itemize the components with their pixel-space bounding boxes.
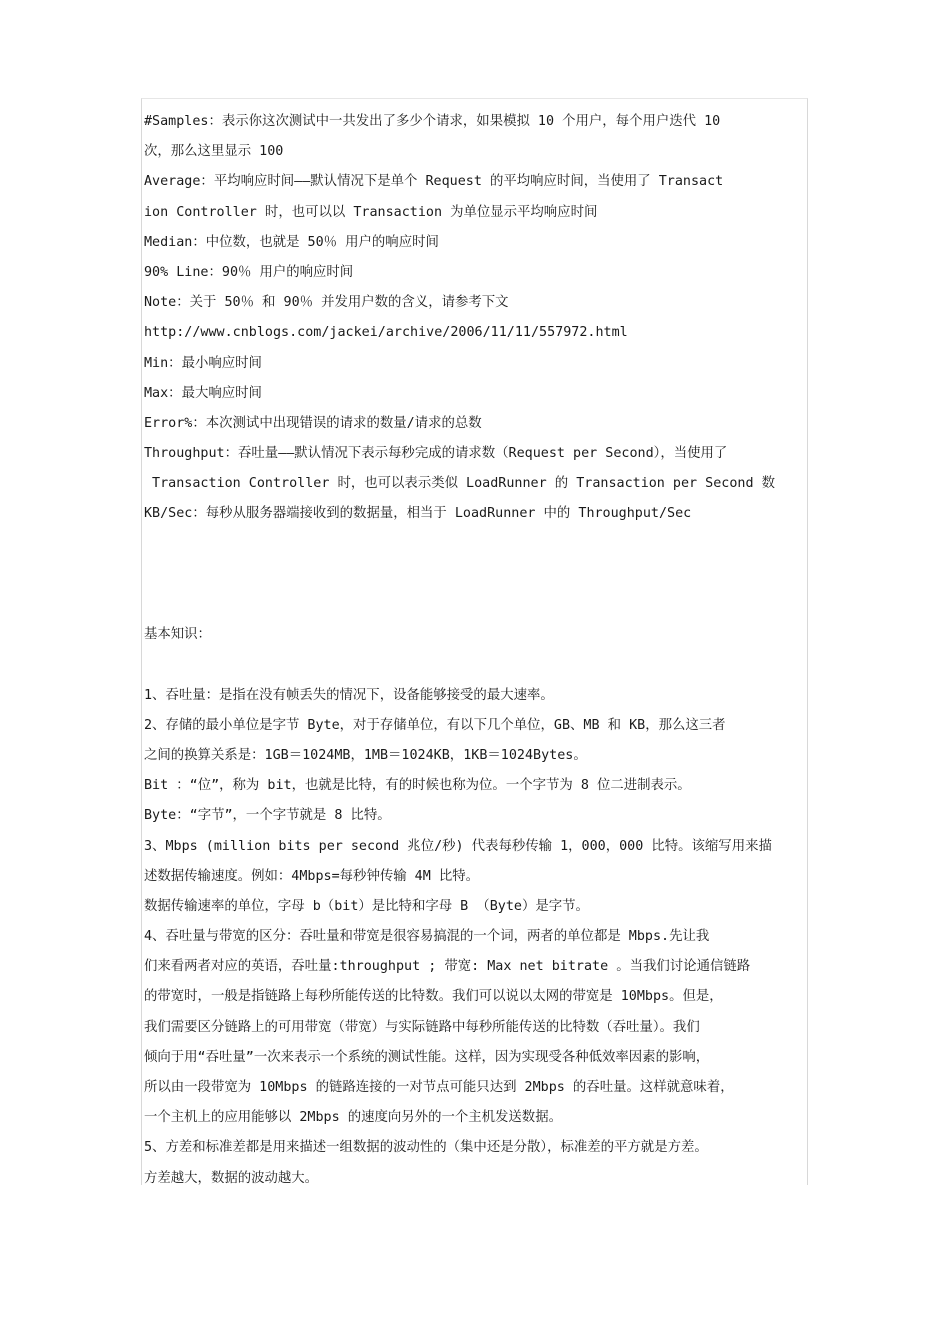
metric-line-error: Error%：本次测试中出现错误的请求的数量/请求的总数: [144, 415, 482, 431]
spacer: [144, 560, 808, 590]
basics-line: 5、方差和标准差都是用来描述一组数据的波动性的（集中还是分散），标准差的平方就是方差。: [144, 1140, 708, 1156]
spacer: [144, 590, 808, 620]
basics-line: Byte：“字节”，一个字节就是 8 比特。: [144, 808, 391, 824]
metric-line-median: Median：中位数，也就是 50％ 用户的响应时间: [144, 234, 439, 250]
basics-line: 一个主机上的应用能够以 2Mbps 的速度向另外的一个主机发送数据。: [144, 1110, 562, 1126]
metrics-section: [144, 107, 808, 530]
document-body: [144, 107, 808, 1194]
basics-line: 倾向于用“吞吐量”一次来表示一个系统的测试性能。这样，因为实现受各种低效率因素的影响，: [144, 1049, 710, 1065]
metric-line-kbsec: KB/Sec：每秒从服务器端接收到的数据量，相当于 LoadRunner 中的 Throughput/Sec: [144, 506, 692, 522]
metric-line-max: Max：最大响应时间: [144, 385, 262, 401]
metric-line-url: http://www.cnblogs.com/jackei/archive/2006/11/11/557972.html: [144, 325, 628, 341]
metric-line-throughput-cont: Transaction Controller 时，也可以表示类似 LoadRunner 的 Transaction per Second 数: [144, 476, 776, 492]
spacer: [144, 650, 808, 680]
basics-line: 方差越大，数据的波动越大。: [144, 1170, 319, 1186]
basics-line: Bit ：“位”，称为 bit，也就是比特，有的时候也称为位。一个字节为 8 位二进制表示。: [144, 778, 691, 794]
metric-line-average-cont: ion Controller 时，也可以以 Transaction 为单位显示平均响应时间: [144, 204, 598, 220]
basics-line: 我们需要区分链路上的可用带宽（带宽）与实际链路中每秒所能传送的比特数（吞吐量）。我们: [144, 1019, 700, 1035]
metric-line-note: Note：关于 50％ 和 90％ 并发用户数的含义，请参考下文: [144, 295, 509, 311]
metric-line-average: Average：平均响应时间——默认情况下是单个 Request 的平均响应时间，当使用了 Transact: [144, 174, 724, 190]
basics-heading: 基本知识：: [144, 627, 211, 643]
basics-line: 的带宽时，一般是指链路上每秒所能传送的比特数。我们可以说以太网的带宽是 10Mbps。但是，: [144, 989, 723, 1005]
metric-line-min: Min：最小响应时间: [144, 355, 262, 371]
spacer: [144, 530, 808, 560]
metric-line-90-line: 90% Line：90％ 用户的响应时间: [144, 264, 354, 280]
metric-line-throughput: Throughput：吞吐量——默认情况下表示每秒完成的请求数（Request per Second），当使用了: [144, 446, 728, 462]
basics-line: 4、吞吐量与带宽的区分：吞吐量和带宽是很容易搞混的一个词，两者的单位都是 Mbps.先让我: [144, 929, 710, 945]
basics-line: 1、吞吐量：是指在没有帧丢失的情况下，设备能够接受的最大速率。: [144, 687, 554, 703]
basics-section: [144, 681, 808, 1194]
basics-line: 们来看两者对应的英语，吞吐量:throughput ; 带宽: Max net bitrate 。当我们讨论通信链路: [144, 959, 751, 975]
basics-line: 所以由一段带宽为 10Mbps 的链路连接的一对节点可能只达到 2Mbps 的吞吐量。这样就意味着，: [144, 1080, 734, 1095]
metric-line-samples: #Samples：表示你这次测试中一共发出了多少个请求，如果模拟 10 个用户，每个用户迭代 10: [144, 114, 721, 129]
metric-line-samples-cont: 次，那么这里显示 100: [144, 144, 284, 160]
basics-line: 2、存储的最小单位是字节 Byte，对于存储单位，有以下几个单位，GB、MB 和 KB，那么这三者: [144, 717, 726, 733]
basics-line: 之间的换算关系是：1GB＝1024MB，1MB＝1024KB，1KB＝1024Bytes。: [144, 747, 587, 763]
basics-line: 数据传输速率的单位，字母 b（bit）是比特和字母 B （Byte）是字节。: [144, 898, 589, 914]
basics-line: 述数据传输速度。例如：4Mbps=每秒钟传输 4M 比特。: [144, 868, 480, 884]
basics-line: 3、Mbps (million bits per second 兆位/秒) 代表每秒传输 1，000，000 比特。该缩写用来描: [144, 838, 772, 854]
